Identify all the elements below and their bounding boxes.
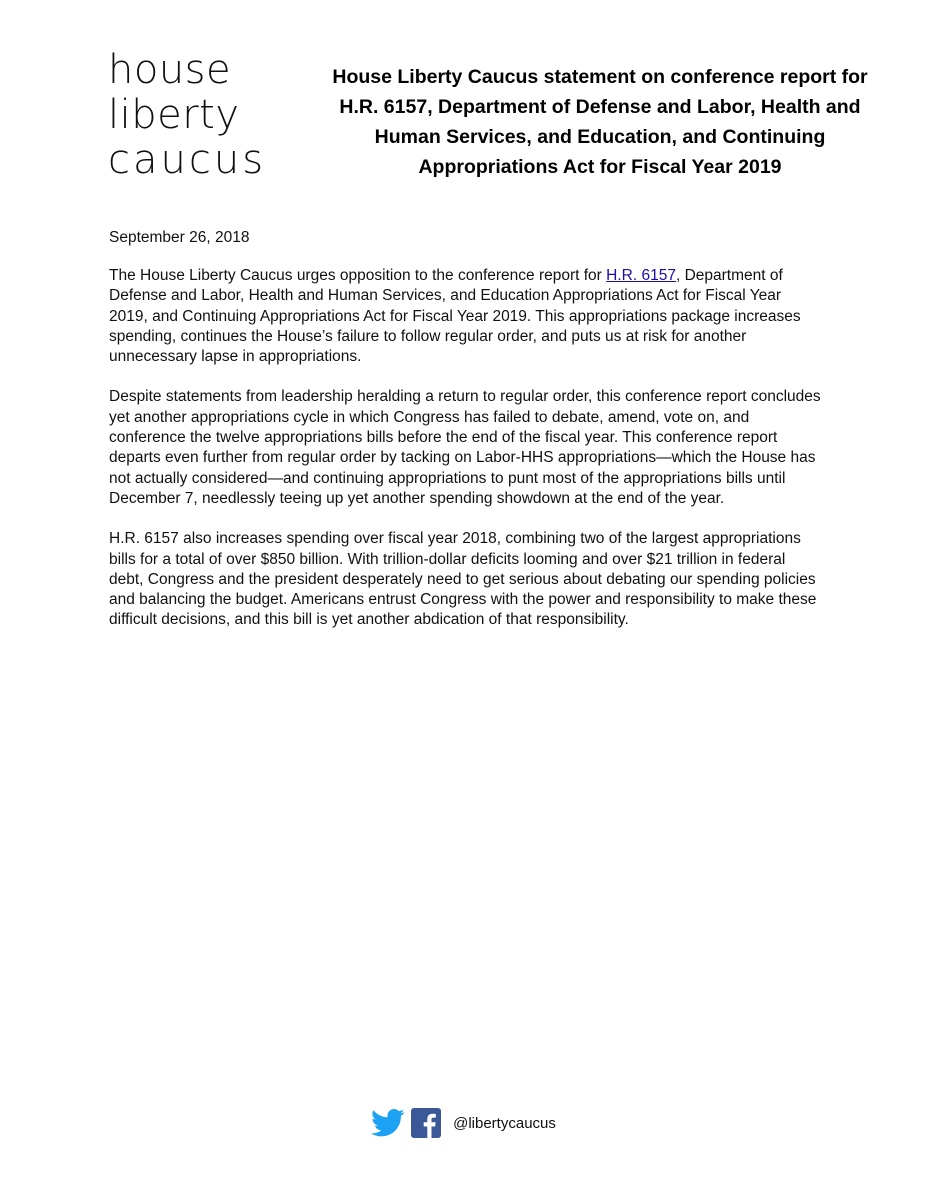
- paragraph-1-text-end: , Department of Defense and Labor, Health and Human Services, and Education Appropriations Act for Fiscal Year 2019, and Continuing Appropriations Act for Fiscal Year 2019. This appropriations package increases spending, continues the House’s failure to follow regular order, and puts us at risk for another unnecessary lapse in appropriations.: [109, 267, 801, 366]
- facebook-f-icon[interactable]: [411, 1108, 441, 1138]
- house-liberty-caucus-logo: [108, 48, 308, 183]
- paragraph-1: [109, 266, 821, 367]
- statement-title: House Liberty Caucus statement on conference report for H.R. 6157, Department of Defense and Labor, Health and Human Services, and Education, and Continuing Appropriations Act for Fiscal Year 2019: [332, 66, 868, 178]
- paragraph-1-text-start: The House Liberty Caucus urges opposition to the conference report for: [109, 267, 607, 284]
- logo-line-house: house: [108, 47, 232, 93]
- logo-line-liberty: liberty: [108, 92, 240, 138]
- paragraph-2: Despite statements from leadership heralding a return to regular order, this conference report concludes yet another appropriations cycle in which Congress has failed to debate, amend, vote on, and conference the twelve appropriations bills before the end of the fiscal year. This conference report departs even further from regular order by tacking on Labor-HHS appropriations—which the House has not actually considered—and continuing appropriations to punt most of the appropriations bills until December 7, needlessly teeing up yet another spending showdown at the end of the year.: [109, 388, 821, 507]
- paragraph-3: H.R. 6157 also increases spending over fiscal year 2018, combining two of the largest appropriations bills for a total of over $850 billion. With trillion-dollar deficits looming and over $21 trillion in federal debt, Congress and the president desperately need to get serious about debating our spending policies and balancing the budget. Americans entrust Congress with the power and responsibility to make these difficult decisions, and this bill is yet another abdication of that responsibility.: [109, 530, 817, 629]
- logo-line-caucus: caucus: [108, 137, 267, 183]
- social-footer: [0, 1108, 927, 1138]
- twitter-bird-icon[interactable]: [371, 1108, 405, 1138]
- statement-date: September 26, 2018: [109, 229, 250, 246]
- social-handle[interactable]: @libertycaucus: [453, 1114, 556, 1132]
- hr-6157-link[interactable]: H.R. 6157: [606, 267, 676, 284]
- statement-body: [109, 266, 821, 651]
